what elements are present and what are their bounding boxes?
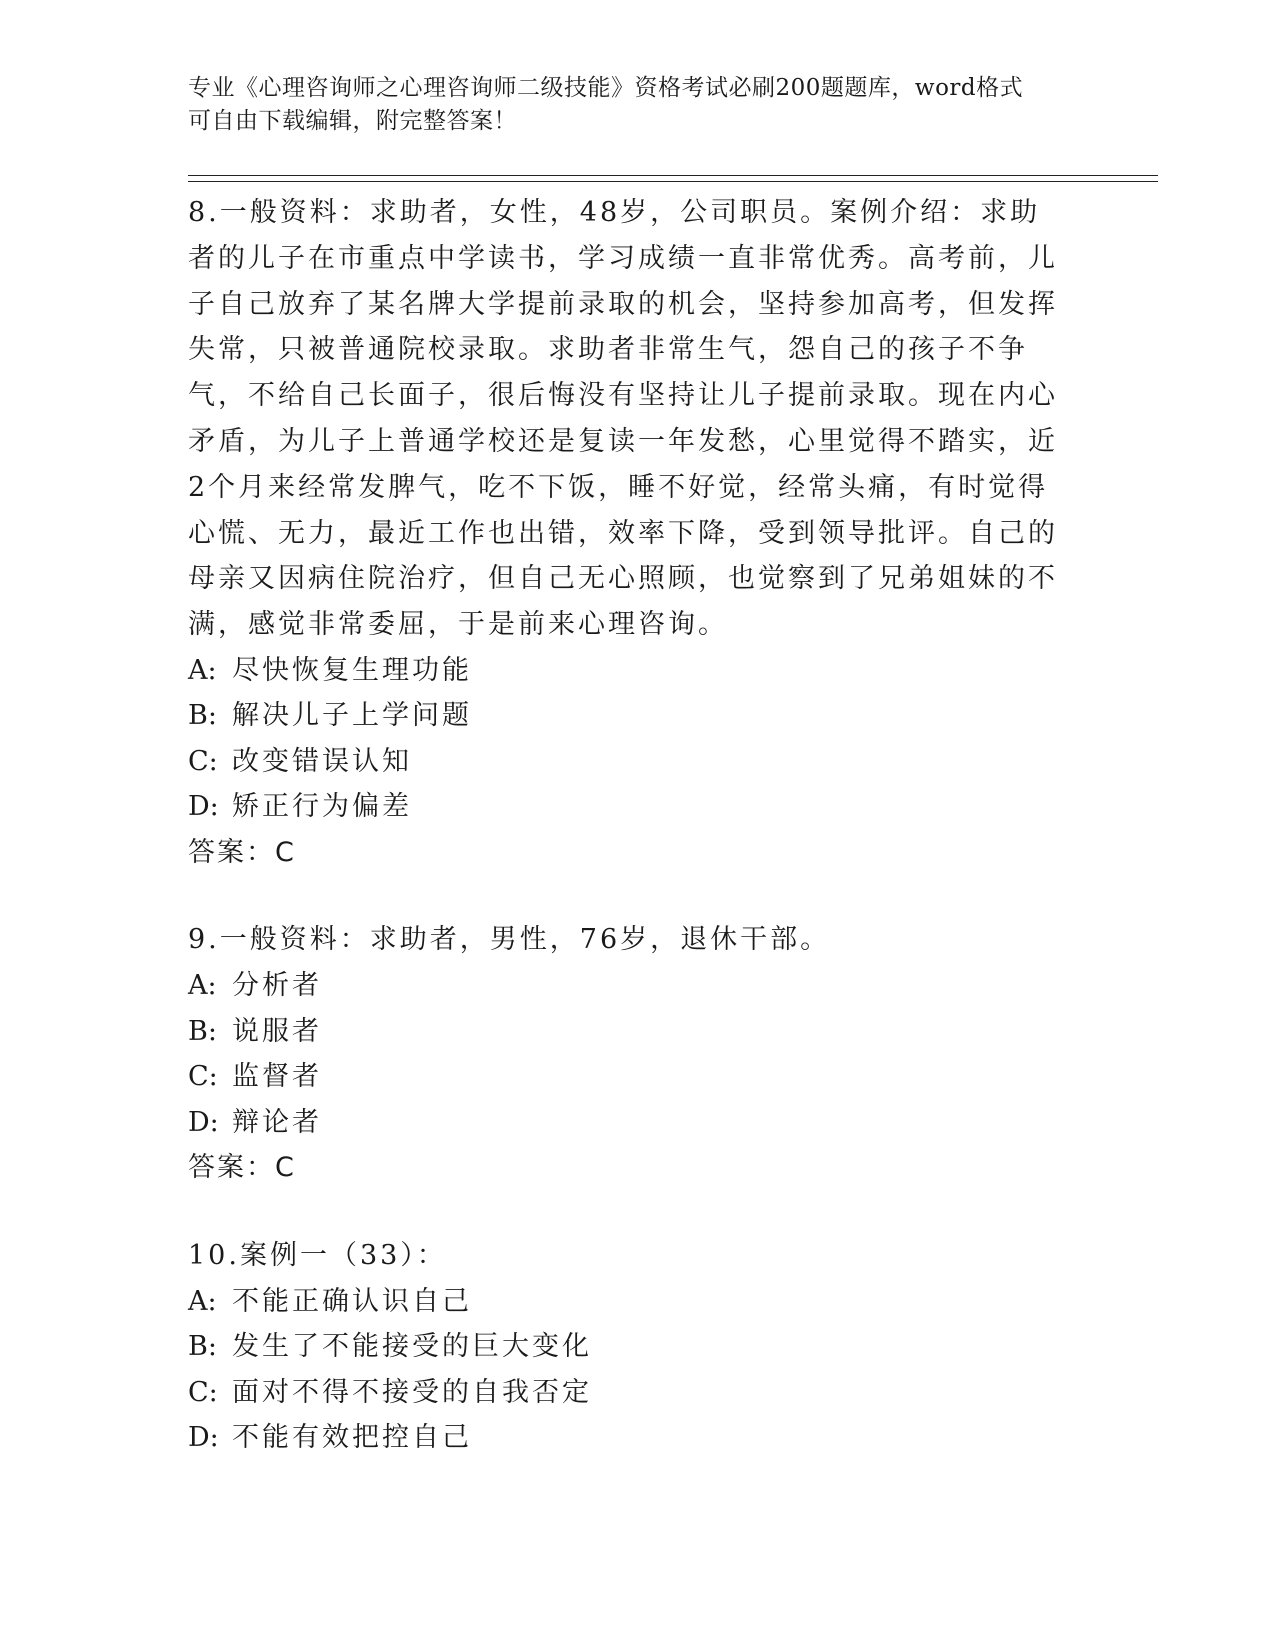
option-text: 辩论者 (232, 1106, 322, 1138)
option-text: 解决儿子上学问题 (232, 700, 472, 732)
option-text: 发生了不能接受的巨大变化 (232, 1331, 592, 1363)
option-text: 监督者 (232, 1061, 322, 1093)
option-text: 尽快恢复生理功能 (232, 654, 472, 686)
option-text: 面对不得不接受的自我否定 (232, 1376, 592, 1408)
option-c (188, 1054, 1068, 1100)
option-letter: C: (188, 1061, 218, 1093)
option-letter: B: (188, 1331, 217, 1363)
option-b (188, 693, 1068, 739)
question-spacer (188, 1191, 1068, 1233)
header-line-2: 可自由下载编辑，附完整答案！ (188, 108, 517, 134)
option-letter: B: (188, 1015, 217, 1047)
option-text: 改变错误认知 (232, 745, 412, 777)
answer-line: 答案：C (188, 1152, 296, 1184)
option-c (188, 1370, 1068, 1416)
option-a (188, 648, 1068, 694)
option-text: 说服者 (232, 1015, 322, 1047)
option-letter: D: (188, 1422, 219, 1454)
option-letter: B: (188, 700, 217, 732)
option-letter: D: (188, 791, 219, 823)
question-8 (188, 190, 1068, 875)
option-letter: A: (188, 970, 217, 1002)
option-text: 分析者 (232, 970, 322, 1002)
option-letter: D: (188, 1106, 219, 1138)
option-b (188, 1324, 1068, 1370)
document-header (188, 72, 1068, 138)
option-letter: C: (188, 745, 218, 777)
option-text: 矫正行为偏差 (232, 791, 412, 823)
question-list (188, 190, 1068, 1461)
option-letter: C: (188, 1376, 218, 1408)
question-text: 8.一般资料：求助者，女性，48岁，公司职员。案例介绍：求助者的儿子在市重点中学读书，学习成绩一直非常优秀。高考前，儿子自己放弃了某名牌大学提前录取的机会，坚持参加高考，但发挥失常，只被普通院校录取。求助者非常生气，怨自己的孩子不争气，不给自己长面子，很后悔没有坚持让儿子提前录取。现在内心矛盾，为儿子上普通学校还是复读一年发愁，心里觉得不踏实，近2个月来经常发脾气，吃不下饭，睡不好觉，经常头痛，有时觉得心慌、无力，最近工作也出错，效率下降，受到领导批评。自己的母亲又因病住院治疗，但自己无心照顾，也觉察到了兄弟姐妹的不满，感觉非常委屈，于是前来心理咨询。 (188, 197, 1058, 641)
option-d (188, 1100, 1068, 1146)
option-a (188, 963, 1068, 1009)
header-line-1: 专业《心理咨询师之心理咨询师二级技能》资格考试必刷200题题库，word格式 (188, 75, 1024, 101)
option-letter: A: (188, 1285, 217, 1317)
option-c (188, 739, 1068, 785)
option-d (188, 784, 1068, 830)
question-text: 10.案例一（33）： (188, 1239, 447, 1271)
option-b (188, 1009, 1068, 1055)
option-text: 不能有效把控自己 (232, 1422, 472, 1454)
header-divider-bottom (188, 181, 1158, 182)
question-9 (188, 917, 1068, 1190)
question-10 (188, 1233, 1068, 1461)
option-letter: A: (188, 654, 217, 686)
answer-line: 答案：C (188, 836, 296, 868)
option-text: 不能正确认识自己 (232, 1285, 472, 1317)
header-divider-top (188, 175, 1158, 176)
option-a (188, 1279, 1068, 1325)
option-d (188, 1415, 1068, 1461)
question-spacer (188, 875, 1068, 917)
question-text: 9.一般资料：求助者，男性，76岁，退休干部。 (188, 924, 831, 956)
